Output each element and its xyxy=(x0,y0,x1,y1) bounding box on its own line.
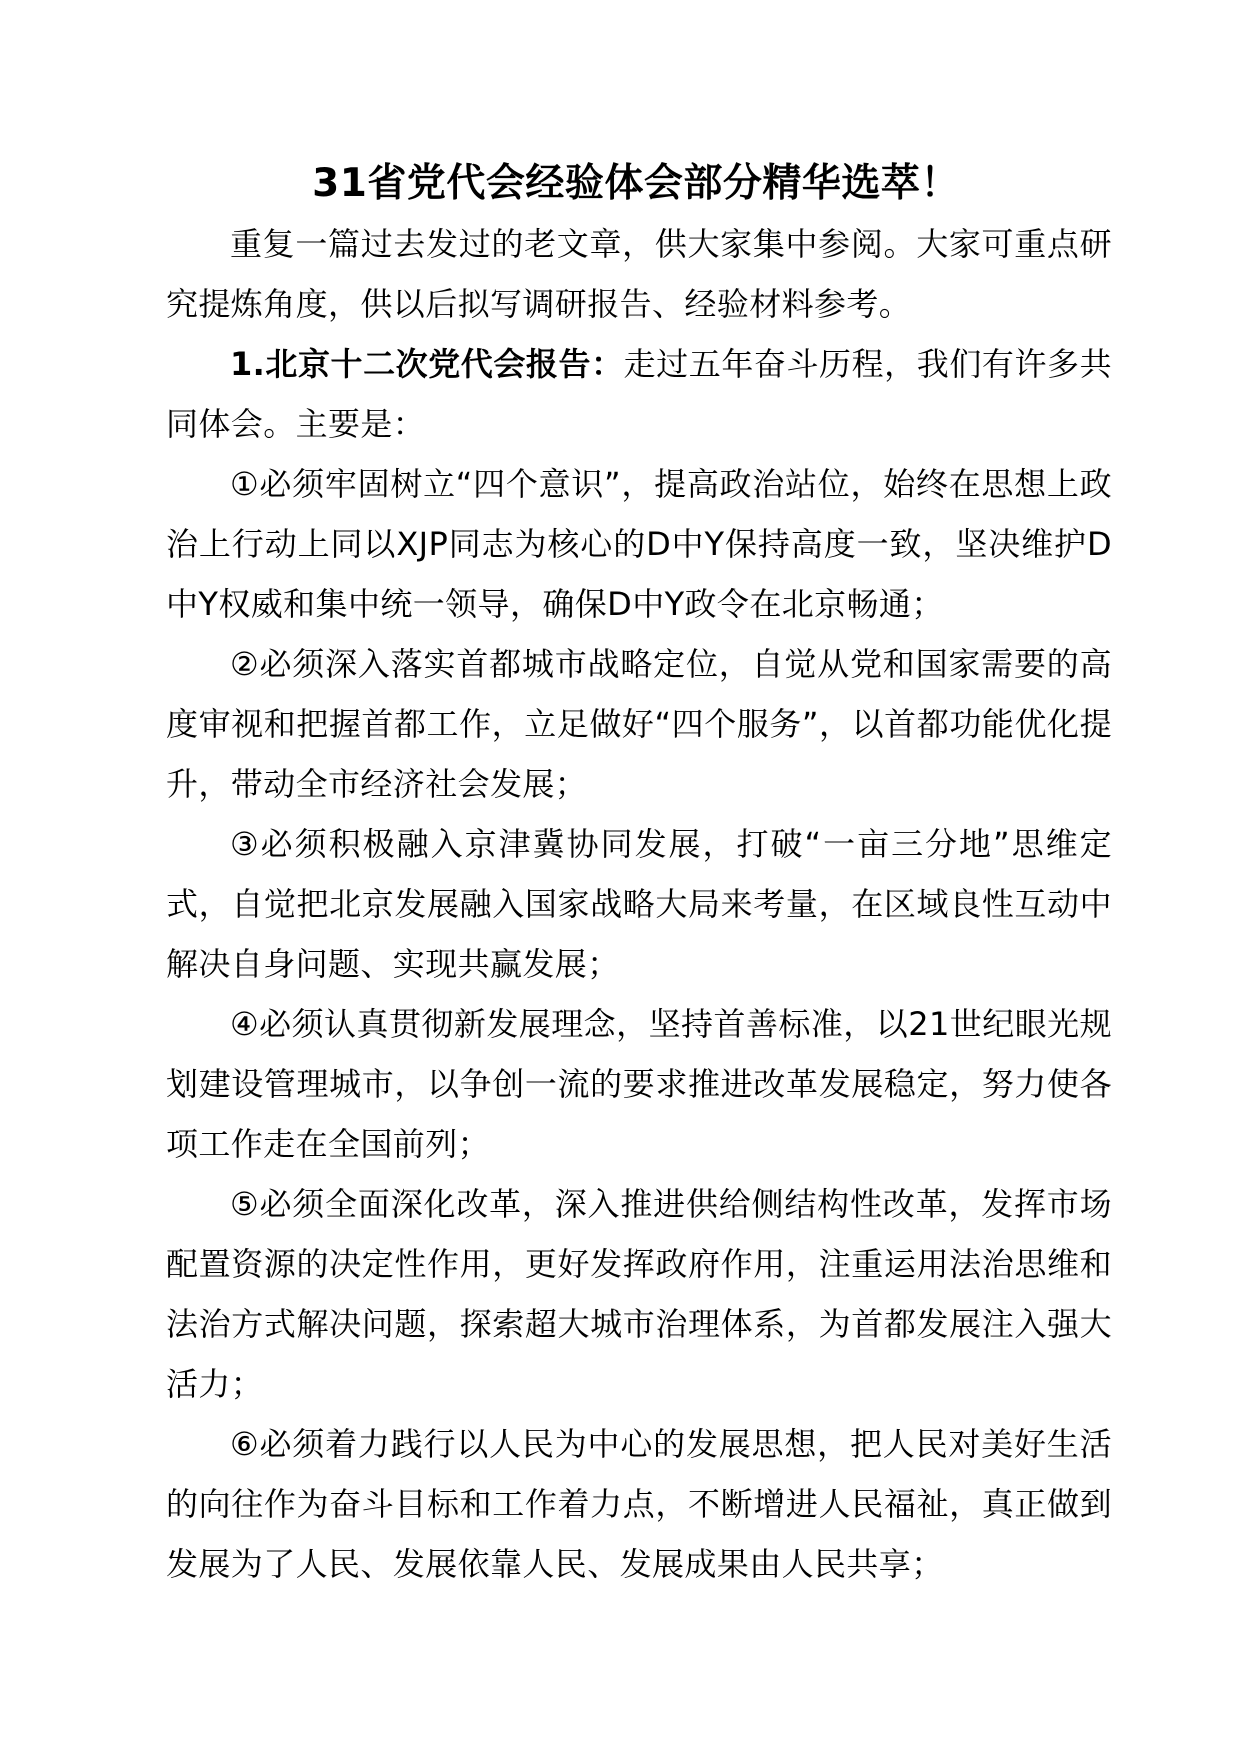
point-6-paragraph: ⑥必须着力践行以人民为中心的发展思想，把人民对美好生活的向往作为奋斗目标和工作着力点，不断增进人民福祉，真正做到发展为了人民、发展依靠人民、发展成果由人民共享； xyxy=(166,1425,1112,1583)
point-3-paragraph: ③必须积极融入京津冀协同发展，打破“一亩三分地”思维定式，自觉把北京发展融入国家战略大局来考量，在区域良性互动中解决自身问题、实现共赢发展； xyxy=(166,825,1112,983)
point-4-paragraph: ④必须认真贯彻新发展理念，坚持首善标准，以21世纪眼光规划建设管理城市，以争创一流的要求推进改革发展稳定，努力使各项工作走在全国前列； xyxy=(166,1005,1112,1163)
intro-paragraph: 重复一篇过去发过的老文章，供大家集中参阅。大家可重点研究提炼角度，供以后拟写调研报告、经验材料参考。 xyxy=(166,225,1112,323)
section-1-intro: 走过五年奋斗历程，我们有许多共同体会。主要是： xyxy=(166,345,1112,443)
point-2-paragraph: ②必须深入落实首都城市战略定位，自觉从党和国家需要的高度审视和把握首都工作，立足做好“四个服务”，以首都功能优化提升，带动全市经济社会发展； xyxy=(166,645,1112,803)
document-title: 31省党代会经验体会部分精华选萃！ xyxy=(312,161,960,206)
section-1-paragraph xyxy=(166,334,1112,454)
document-body xyxy=(166,214,1112,1594)
point-5-paragraph: ⑤必须全面深化改革，深入推进供给侧结构性改革，发挥市场配置资源的决定性作用，更好发挥政府作用，注重运用法治思维和法治方式解决问题，探索超大城市治理体系，为首都发展注入强大活力； xyxy=(166,1185,1112,1403)
point-1-paragraph: ①必须牢固树立“四个意识”，提高政治站位，始终在思想上政治上行动上同以XJP同志为核心的D中Y保持高度一致，坚决维护D中Y权威和集中统一领导，确保D中Y政令在北京畅通； xyxy=(166,465,1112,623)
section-1-heading: 1.北京十二次党代会报告： xyxy=(230,345,624,383)
